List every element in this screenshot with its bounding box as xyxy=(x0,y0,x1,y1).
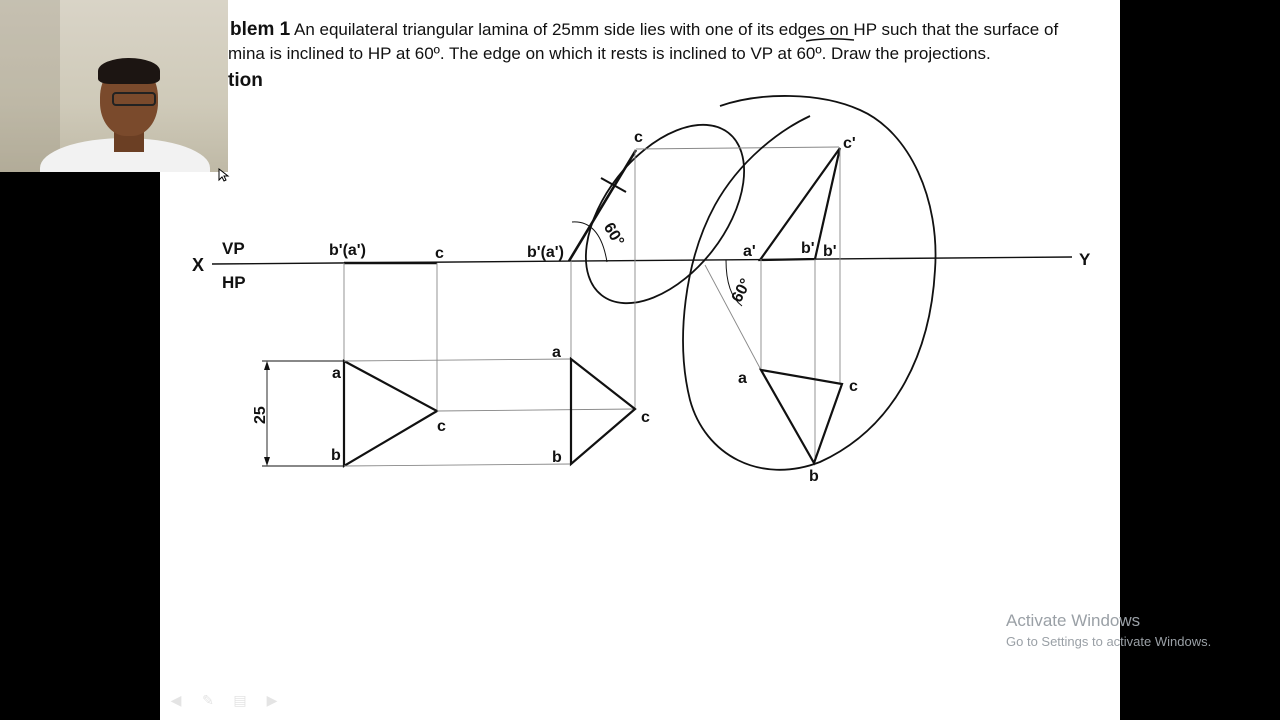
webcam-overlay xyxy=(0,0,228,172)
menu-icon[interactable]: ▤ xyxy=(233,692,247,708)
label-vp: VP xyxy=(222,239,245,258)
mouse-cursor-icon xyxy=(218,168,230,182)
s1-label-c: c xyxy=(437,418,446,435)
s3-label-a: a xyxy=(738,370,747,387)
s3-label-b: b xyxy=(809,468,819,485)
lecture-slide xyxy=(160,0,1120,720)
s3-label-b-front-1: b' xyxy=(801,240,815,257)
s2-label-c-front: c xyxy=(634,129,643,146)
transfer-line-c xyxy=(437,409,634,411)
s3-label-angle: 60° xyxy=(728,276,756,306)
transfer-line-c-front xyxy=(636,147,839,149)
s3-top-triangle xyxy=(761,370,842,463)
underline-annotation xyxy=(806,39,854,41)
s2-tick-mark xyxy=(601,178,626,192)
s3-label-b-front-2: b' xyxy=(823,243,837,260)
transfer-line-a xyxy=(344,359,571,361)
label-y: Y xyxy=(1079,250,1091,269)
s3-annotation-loop xyxy=(683,96,935,470)
s3-label-a-front: a' xyxy=(743,243,756,260)
s2-label-angle: 60° xyxy=(599,219,628,250)
problem-text-1: An equilateral triangular lamina of 25mm side lies with one of its edges on HP such that the surface of xyxy=(294,20,1059,39)
next-icon[interactable]: ▶ xyxy=(266,692,278,708)
s1-top-triangle xyxy=(344,361,437,466)
s2-top-triangle xyxy=(571,359,635,464)
s1-label-b: b xyxy=(331,447,341,464)
problem-heading: blem 1 xyxy=(230,19,291,40)
activate-windows-watermark xyxy=(1006,611,1211,651)
s1-label-ba: b'(a') xyxy=(329,242,366,259)
slide-controls xyxy=(166,692,282,708)
transfer-line-b xyxy=(344,464,571,466)
label-x: X xyxy=(192,255,205,275)
s2-label-c: c xyxy=(641,409,650,426)
s1-dim-arrow-top xyxy=(264,361,270,370)
solution-heading: tion xyxy=(228,70,263,91)
s2-label-a: a xyxy=(552,344,561,361)
activate-title: Activate Windows xyxy=(1006,611,1141,630)
pen-icon[interactable]: ✎ xyxy=(202,692,214,708)
activate-subtitle: Go to Settings to activate Windows. xyxy=(1006,634,1212,649)
s1-label-a: a xyxy=(332,365,341,382)
s2-label-b: b xyxy=(552,449,562,466)
s3-label-c-front: c' xyxy=(843,135,856,152)
prev-icon[interactable]: ◀ xyxy=(170,692,182,708)
s3-label-c: c xyxy=(849,378,858,395)
s1-label-c-front: c xyxy=(435,245,444,262)
projection-drawing xyxy=(160,0,1120,720)
label-hp: HP xyxy=(222,273,246,292)
s2-label-ba: b'(a') xyxy=(527,244,564,261)
s1-dim-arrow-bottom xyxy=(264,457,270,466)
s3-edge-inclination xyxy=(705,265,761,370)
s1-dim-text: 25 xyxy=(252,406,269,424)
problem-line-2: mina is inclined to HP at 60º. The edge on which it rests is inclined to VP at 60º. Draw the projections. xyxy=(228,44,991,63)
